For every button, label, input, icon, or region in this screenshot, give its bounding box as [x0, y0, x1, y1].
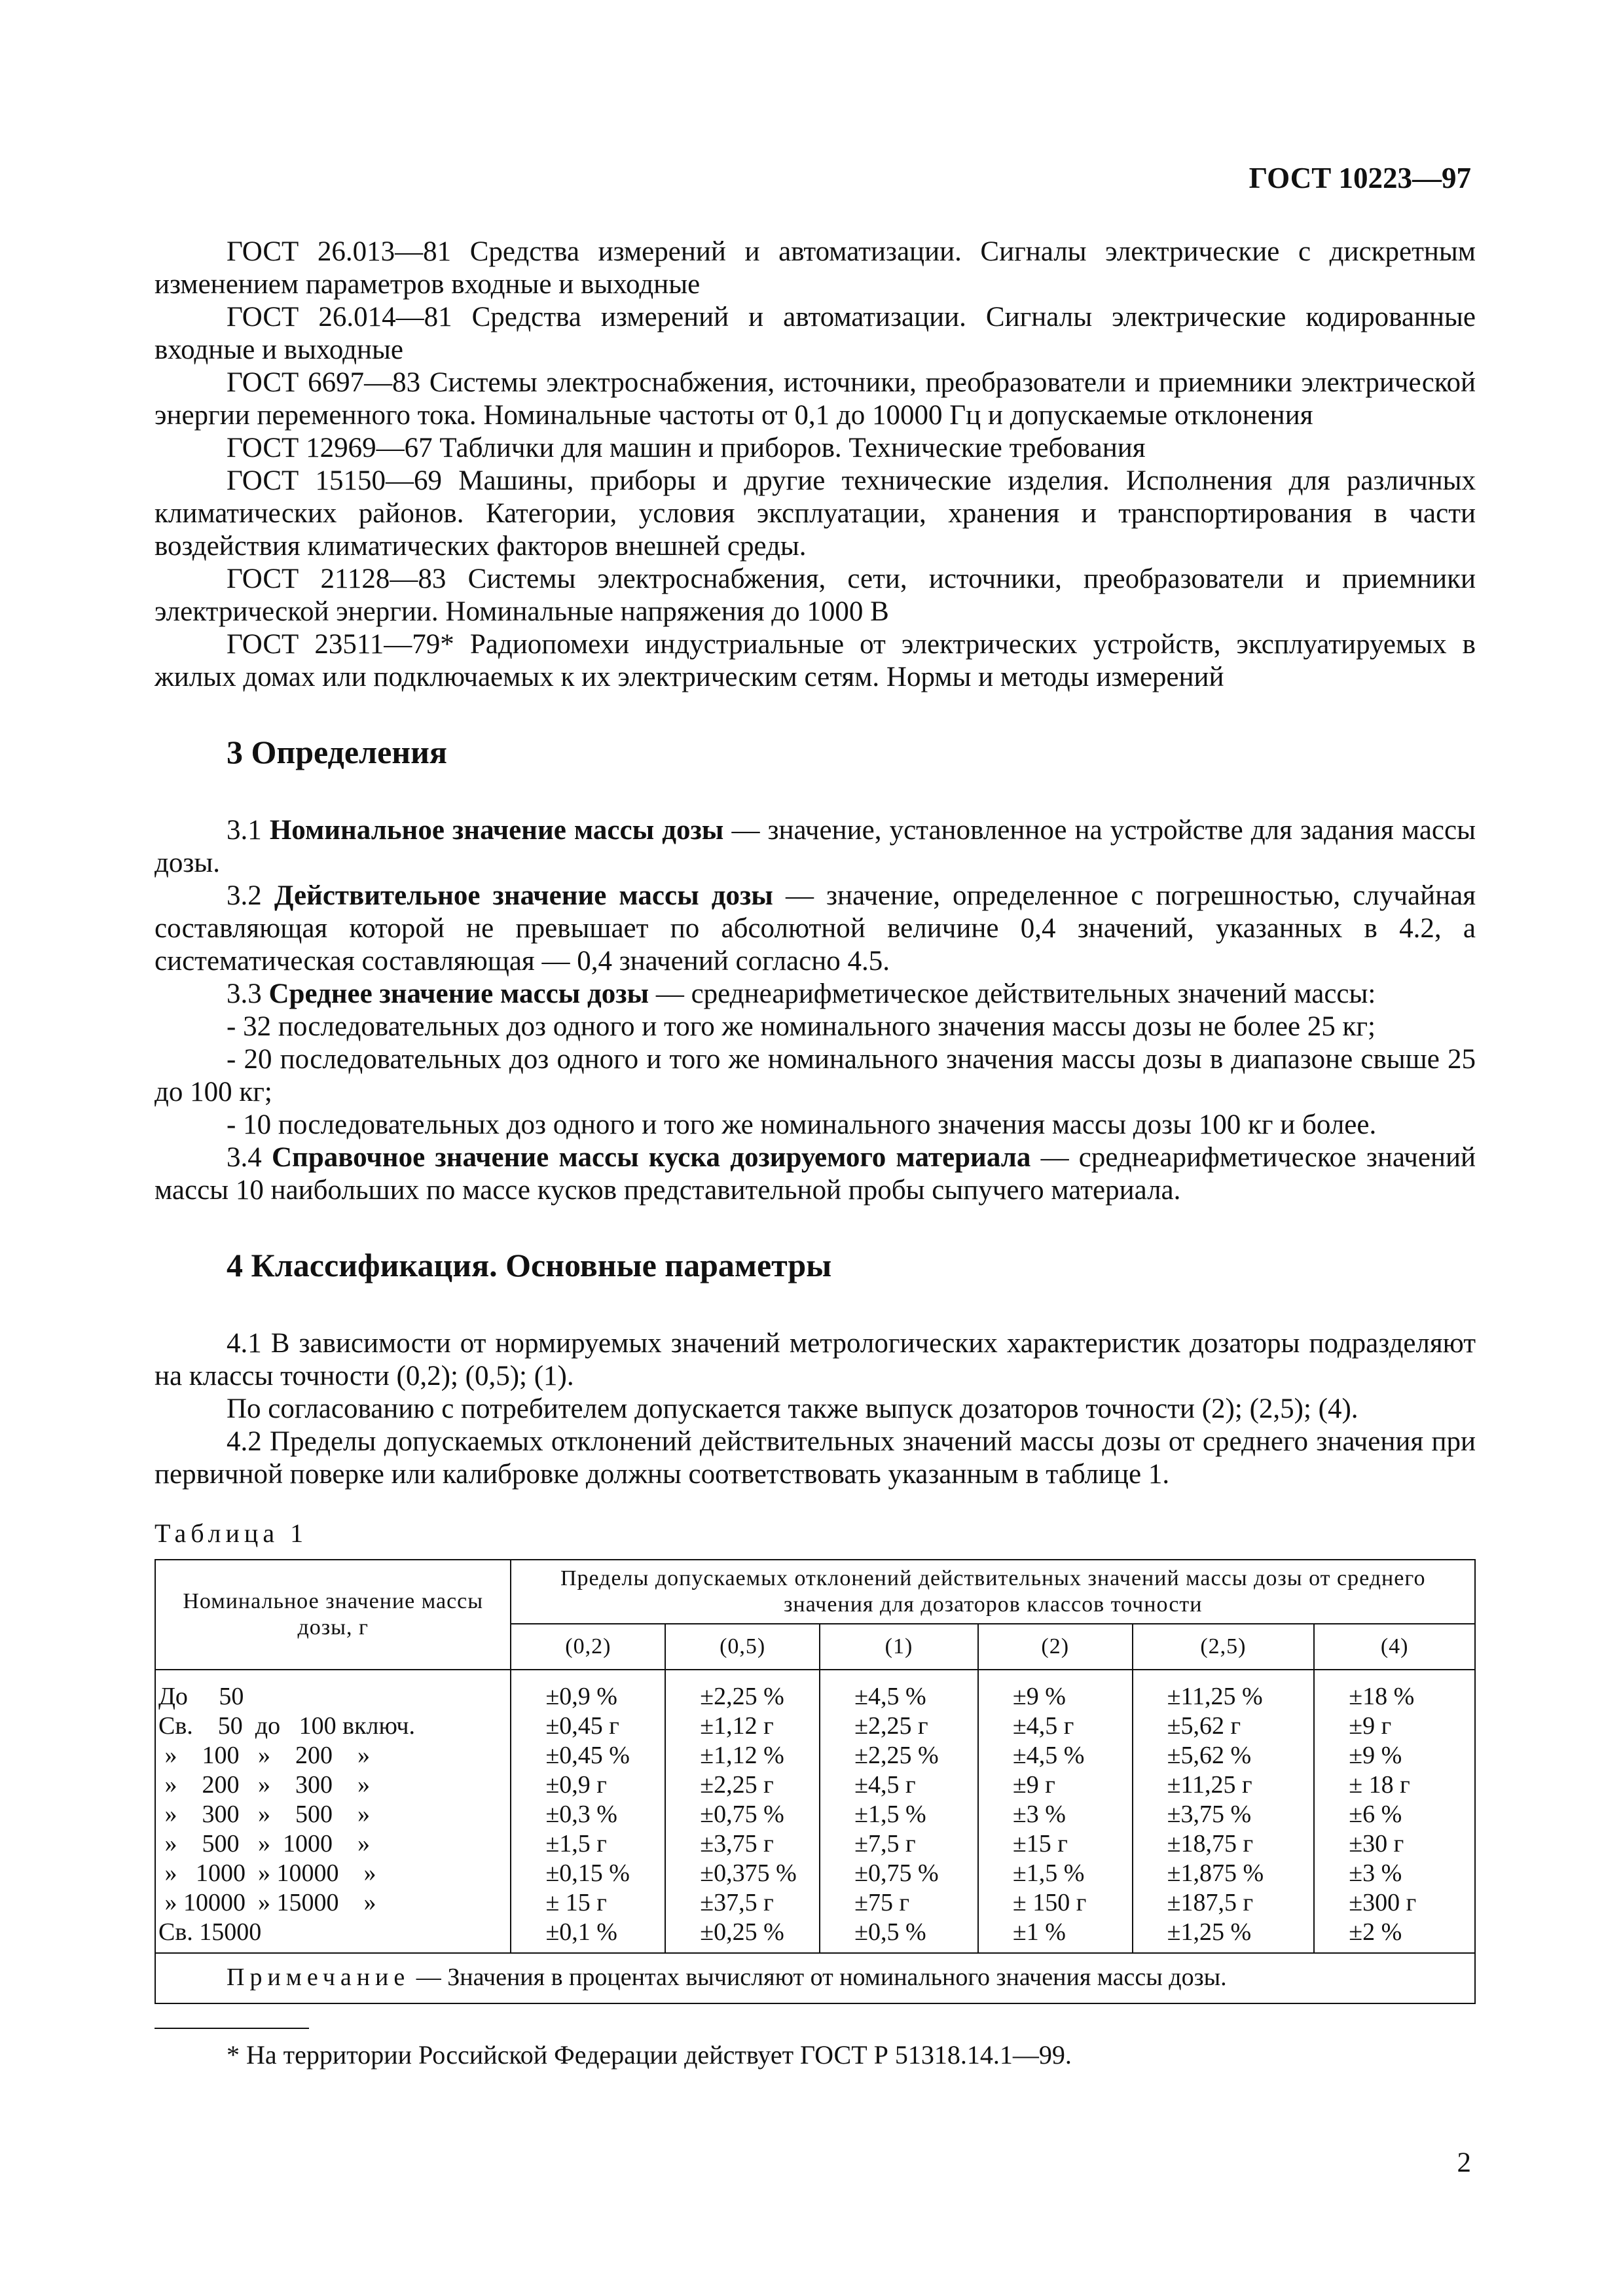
nominal-range: До 50	[158, 1683, 244, 1710]
nominal-range: Св. 15000	[158, 1918, 262, 1946]
definition-text: — значение, определенное с погрешностью, случайная составляющая которой не превышает по абсолютной величине 0,4 значений, указанных в 4.2, а систематическая составляющая — 0,4 значений согласно 4.5.	[155, 880, 1476, 977]
nominal-ranges-cell	[155, 1670, 511, 1953]
table-cell: ±0,15 %	[545, 1859, 630, 1887]
nominal-range: » 10000 » 15000 »	[158, 1889, 376, 1916]
definition-3-4	[155, 1141, 1476, 1207]
table-cell: ±1,25 %	[1167, 1918, 1252, 1946]
defined-term: Номинальное значение массы дозы	[269, 815, 724, 846]
note-label: Примечание	[227, 1964, 410, 1991]
table-1	[155, 1559, 1476, 2004]
table-cell: ±4,5 %	[854, 1683, 926, 1710]
class-header: (0,2)	[511, 1624, 665, 1670]
table-cell: ±187,5 г	[1167, 1889, 1254, 1916]
reference-item: ГОСТ 23511—79* Радиопомехи индустриальные от электрических устройств, эксплуатируемых в жилых домах или подключаемых к их электрическим сетям. Нормы и методы измерений	[155, 629, 1476, 692]
table-cell: ±75 г	[854, 1889, 910, 1916]
table-cell: ±1,5 %	[1012, 1859, 1085, 1887]
page-number: 2	[1457, 2147, 1471, 2178]
clause-4-1-note: По согласованию с потребителем допускается также выпуск дозаторов точности (2); (2,5); (4).	[227, 1393, 1359, 1424]
table-cell: ±9 %	[1012, 1683, 1066, 1710]
class-1-column	[820, 1670, 978, 1953]
clause-number: 3.4	[227, 1142, 272, 1173]
table-cell: ±1 %	[1012, 1918, 1066, 1946]
list-item: - 20 последовательных доз одного и того же номинального значения массы дозы в диапазоне свыше 25 до 100 кг;	[155, 1044, 1476, 1107]
table-cell: ±5,62 г	[1167, 1712, 1241, 1740]
table-caption: Таблица 1	[155, 1518, 308, 1548]
clause-4-2: 4.2 Пределы допускаемых отклонений действительных значений массы дозы от среднего значения при первичной поверке или калибровке должны соответствовать указанным в таблице 1.	[155, 1426, 1476, 1490]
table-cell: ±6 %	[1349, 1801, 1402, 1828]
nominal-range: » 200 » 300 »	[158, 1771, 370, 1799]
table-header-row	[155, 1560, 1475, 1624]
table-cell: ±2,25 г	[854, 1712, 928, 1740]
definition-3-1	[155, 814, 1476, 880]
table-cell: ±1,12 %	[700, 1742, 784, 1769]
table-note-row	[155, 1953, 1475, 2003]
nominal-range: » 100 » 200 »	[158, 1742, 370, 1769]
table-cell: ±3 %	[1012, 1801, 1066, 1828]
table-cell: ±18,75 г	[1167, 1830, 1254, 1857]
class-header: (2)	[978, 1624, 1133, 1670]
table-body-row	[155, 1670, 1475, 1953]
definition-text: — среднеарифметическое действительных значений массы:	[649, 978, 1376, 1009]
table-cell: ±0,1 %	[545, 1918, 617, 1946]
section-3-heading: 3 Определения	[227, 734, 447, 770]
footnote: * На территории Российской Федерации действует ГОСТ Р 51318.14.1—99.	[227, 2040, 1072, 2070]
document-code-header: ГОСТ 10223—97	[1249, 162, 1471, 194]
class-2-5-column	[1133, 1670, 1315, 1953]
defined-term: Среднее значение массы дозы	[268, 978, 649, 1009]
class-header: (4)	[1314, 1624, 1475, 1670]
table-cell: ±0,9 г	[545, 1771, 607, 1799]
definition-text: — значение, установленное на устройстве для задания массы дозы.	[155, 815, 1476, 878]
table-cell: ±1,5 г	[545, 1830, 607, 1857]
reference-item: ГОСТ 12969—67 Таблички для машин и приборов. Технические требования	[227, 433, 1146, 463]
reference-item: ГОСТ 26.014—81 Средства измерений и автоматизации. Сигналы электрические кодированные входные и выходные	[155, 302, 1476, 365]
table-cell: ±0,375 %	[700, 1859, 797, 1887]
table-cell: ±9 г	[1349, 1712, 1392, 1740]
table-cell: ±0,3 %	[545, 1801, 617, 1828]
nominal-range: Св. 50 до 100 включ.	[158, 1712, 416, 1740]
reference-item: ГОСТ 26.013—81 Средства измерений и автоматизации. Сигналы электрические с дискретным изменением параметров входные и выходные	[155, 236, 1476, 300]
table-cell: ±0,45 %	[545, 1742, 630, 1769]
list-item: - 32 последовательных доз одного и того же номинального значения массы дозы не более 25 кг;	[227, 1011, 1376, 1042]
table-cell: ±1,12 г	[700, 1712, 774, 1740]
table-cell: ±11,25 г	[1167, 1771, 1252, 1799]
table-cell: ± 15 г	[545, 1889, 607, 1916]
class-header: (2,5)	[1133, 1624, 1315, 1670]
defined-term: Справочное значение массы куска дозируемого материала	[272, 1142, 1031, 1173]
footnote-divider	[155, 2028, 309, 2029]
table-cell: ±5,62 %	[1167, 1742, 1252, 1769]
header-deviation-limits: Пределы допускаемых отклонений действительных значений массы дозы от среднего значения для дозаторов классов точности	[511, 1560, 1475, 1624]
class-0-5-column	[665, 1670, 820, 1953]
class-header: (0,5)	[665, 1624, 820, 1670]
definition-3-2	[155, 880, 1476, 978]
reference-item: ГОСТ 6697—83 Системы электроснабжения, источники, преобразователи и приемники электрической энергии переменного тока. Номинальные частоты от 0,1 до 10000 Гц и допускаемые отклонения	[155, 367, 1476, 431]
nominal-range: » 300 » 500 »	[158, 1801, 370, 1828]
note-text: — Значения в процентах вычисляют от номинального значения массы дозы.	[410, 1964, 1227, 1991]
table-cell: ±0,5 %	[854, 1918, 926, 1946]
class-4-column	[1314, 1670, 1475, 1953]
table-cell: ±30 г	[1349, 1830, 1404, 1857]
clause-number: 3.3	[227, 978, 269, 1009]
clause-number: 3.2	[227, 880, 274, 911]
table-cell: ±4,5 г	[854, 1771, 916, 1799]
table-cell: ±15 г	[1012, 1830, 1068, 1857]
table-cell: ±0,9 %	[545, 1683, 617, 1710]
table-cell: ±2,25 г	[700, 1771, 774, 1799]
table-cell: ±3 %	[1349, 1859, 1402, 1887]
class-header: (1)	[820, 1624, 978, 1670]
reference-item: ГОСТ 15150—69 Машины, приборы и другие технические изделия. Исполнения для различных климатических районов. Категории, условия эксплуатации, хранения и транспортирования в части воздействия климатических факторов внешней среды.	[155, 465, 1476, 562]
table-cell: ± 18 г	[1349, 1771, 1410, 1799]
table-cell: ±1,5 %	[854, 1801, 926, 1828]
table-cell: ±2,25 %	[700, 1683, 784, 1710]
table-cell: ±18 %	[1349, 1683, 1415, 1710]
section-4-heading: 4 Классификация. Основные параметры	[227, 1247, 832, 1283]
table-cell: ±4,5 г	[1012, 1712, 1074, 1740]
clause-number: 3.1	[227, 815, 270, 846]
table-cell: ±37,5 г	[700, 1889, 774, 1916]
header-nominal-mass: Номинальное значение массы дозы, г	[155, 1560, 511, 1670]
class-2-column	[978, 1670, 1133, 1953]
definition-3-3	[155, 978, 1476, 1011]
table-note	[155, 1953, 1475, 2003]
document-body	[155, 236, 1476, 2004]
table-cell: ±0,25 %	[700, 1918, 784, 1946]
table-cell: ±9 г	[1012, 1771, 1055, 1799]
table-cell: ±9 %	[1349, 1742, 1402, 1769]
nominal-range: » 1000 » 10000 »	[158, 1859, 376, 1887]
table-cell: ±4,5 %	[1012, 1742, 1085, 1769]
table-cell: ±11,25 %	[1167, 1683, 1263, 1710]
class-0-2-column	[511, 1670, 665, 1953]
table-cell: ±0,75 %	[854, 1859, 939, 1887]
table-cell: ±0,45 г	[545, 1712, 619, 1740]
table-cell: ±2,25 %	[854, 1742, 939, 1769]
clause-4-1: 4.1 В зависимости от нормируемых значений метрологических характеристик дозаторы подразделяют на классы точности (0,2); (0,5); (1).	[155, 1328, 1476, 1391]
defined-term: Действительное значение массы дозы	[274, 880, 773, 911]
table-cell: ±2 %	[1349, 1918, 1402, 1946]
table-cell: ±3,75 г	[700, 1830, 774, 1857]
table-cell: ± 150 г	[1012, 1889, 1087, 1916]
table-cell: ±1,875 %	[1167, 1859, 1264, 1887]
definition-text: — среднеарифметическое значений массы 10 наибольших по массе кусков представительной пробы сыпучего материала.	[155, 1142, 1476, 1206]
table-cell: ±7,5 г	[854, 1830, 916, 1857]
table-cell: ±3,75 %	[1167, 1801, 1252, 1828]
table-cell: ±0,75 %	[700, 1801, 784, 1828]
list-item: - 10 последовательных доз одного и того же номинального значения массы дозы 100 кг и более.	[227, 1109, 1377, 1140]
reference-item: ГОСТ 21128—83 Системы электроснабжения, сети, источники, преобразователи и приемники электрической энергии. Номинальные напряжения до 1000 В	[155, 564, 1476, 627]
nominal-range: » 500 » 1000 »	[158, 1830, 370, 1857]
table-cell: ±300 г	[1349, 1889, 1417, 1916]
